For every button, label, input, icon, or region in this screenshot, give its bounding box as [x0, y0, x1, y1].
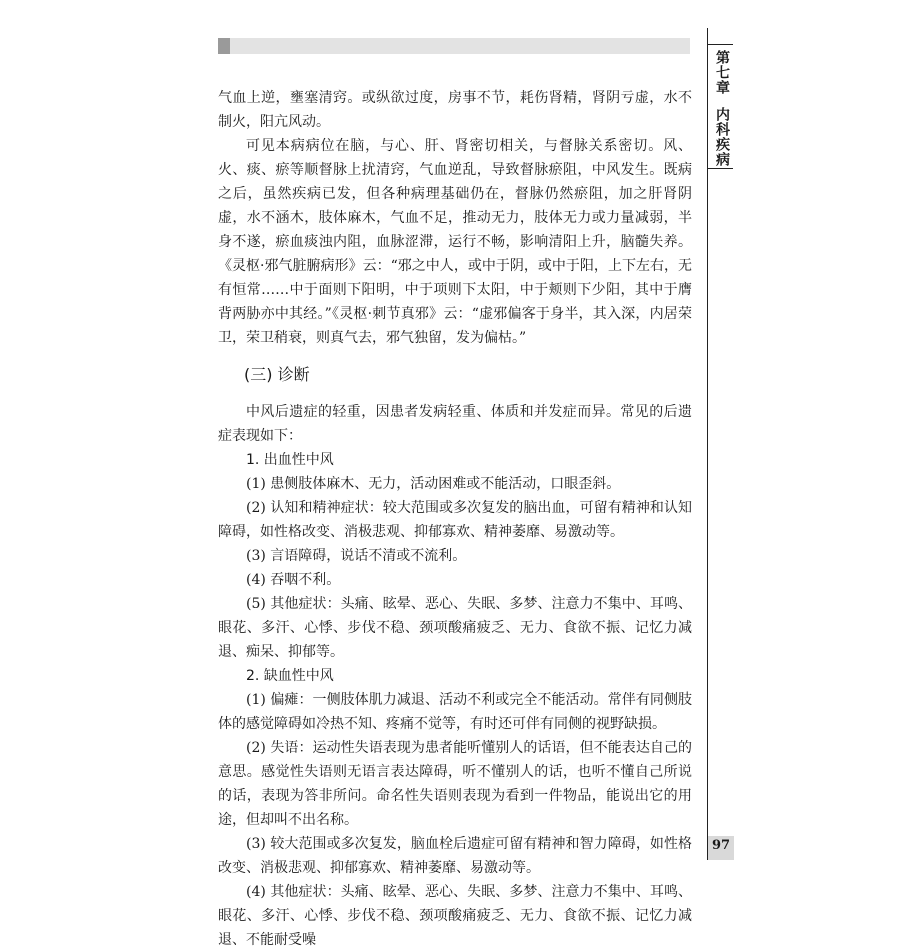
list-item: (4) 吞咽不利。	[246, 572, 341, 588]
header-bar	[218, 38, 690, 54]
list-item: (5) 其他症状：头痛、眩晕、恶心、失眠、多梦、注意力不集中、耳鸣、眼花、多汗、心悸、步伐不稳、颈项酸痛疲乏、无力、食欲不振、记忆力减退、痴呆、抑郁等。	[218, 596, 692, 660]
list-item: (4) 其他症状：头痛、眩晕、恶心、失眠、多梦、注意力不集中、耳鸣、眼花、多汗、心悸、步伐不稳、颈项酸痛疲乏、无力、食欲不振、记忆力减退、不能耐受噪	[218, 884, 692, 948]
list-item: (1) 偏瘫：一侧肢体肌力减退、活动不利或完全不能活动。常伴有同侧肢体的感觉障碍如冷热不知、疼痛不觉等，有时还可伴有同侧的视野缺损。	[218, 692, 692, 732]
chapter-number: 第七章	[714, 50, 730, 95]
subheading-ischemic: 2. 缺血性中风	[246, 668, 334, 684]
section-title: (三) 诊断	[244, 365, 310, 384]
paragraph: 气血上逆，壅塞清窍。或纵欲过度，房事不节，耗伤肾精，肾阴亏虚，水不制火，阳亢风动。	[218, 90, 692, 130]
chapter-rule-bottom	[707, 168, 733, 169]
list-item: (3) 言语障碍，说话不清或不流利。	[246, 548, 467, 564]
list-item: (1) 患侧肢体麻木、无力，活动困难或不能活动，口眼歪斜。	[246, 476, 621, 492]
chapter-name: 内科疾病	[714, 107, 730, 167]
paragraph: 可见本病病位在脑，与心、肝、肾密切相关，与督脉关系密切。风、火、痰、瘀等顺督脉上扰清窍，气血逆乱，导致督脉瘀阻，中风发生。既病之后，虽然疾病已发，但各种病理基础仍在，督脉仍然瘀阻，加之肝肾阴虚，水不涵木，肢体麻木，气血不足，推动无力，肢体无力或力量减弱，半身不遂，瘀血痰浊内阻，血脉涩滞，运行不畅，影响清阳上升，脑髓失养。《灵枢·邪气脏腑病形》云：“邪之中人，或中于阴，或中于阳，上下左右，无有恒常……中于面则下阳明，中于项则下太阳，中于颊则下少阳，其中于膺背两胁亦中其经。”《灵枢·刺节真邪》云：“虚邪偏客于身半，其入深，内居荣卫，荣卫稍衰，则真气去，邪气独留，发为偏枯。”	[218, 138, 692, 346]
paragraph: 中风后遗症的轻重，因患者发病轻重、体质和并发症而异。常见的后遗症表现如下：	[218, 404, 692, 444]
list-item: (2) 失语：运动性失语表现为患者能听懂别人的话语，但不能表达自己的意思。感觉性失语则无语言表达障碍，听不懂别人的话，也听不懂自己所说的话，表现为答非所问。命名性失语则表现为看到一件物品，能说出它的用途，但却叫不出名称。	[218, 740, 692, 828]
page-body	[218, 86, 692, 952]
list-item: (3) 较大范围或多次复发，脑血栓后遗症可留有精神和智力障碍，如性格改变、消极悲观、抑郁寡欢、精神萎靡、易激动等。	[218, 836, 692, 876]
chapter-heading	[712, 50, 732, 167]
margin-rule	[707, 28, 708, 860]
list-item: (2) 认知和精神症状：较大范围或多次复发的脑出血，可留有精神和认知障碍，如性格改变、消极悲观、抑郁寡欢、精神萎靡、易激动等。	[218, 500, 692, 540]
chapter-rule-top	[707, 44, 733, 45]
page-number: 97	[711, 838, 731, 853]
header-bar-marker	[218, 38, 230, 54]
subheading-hemorrhagic: 1. 出血性中风	[246, 452, 334, 468]
